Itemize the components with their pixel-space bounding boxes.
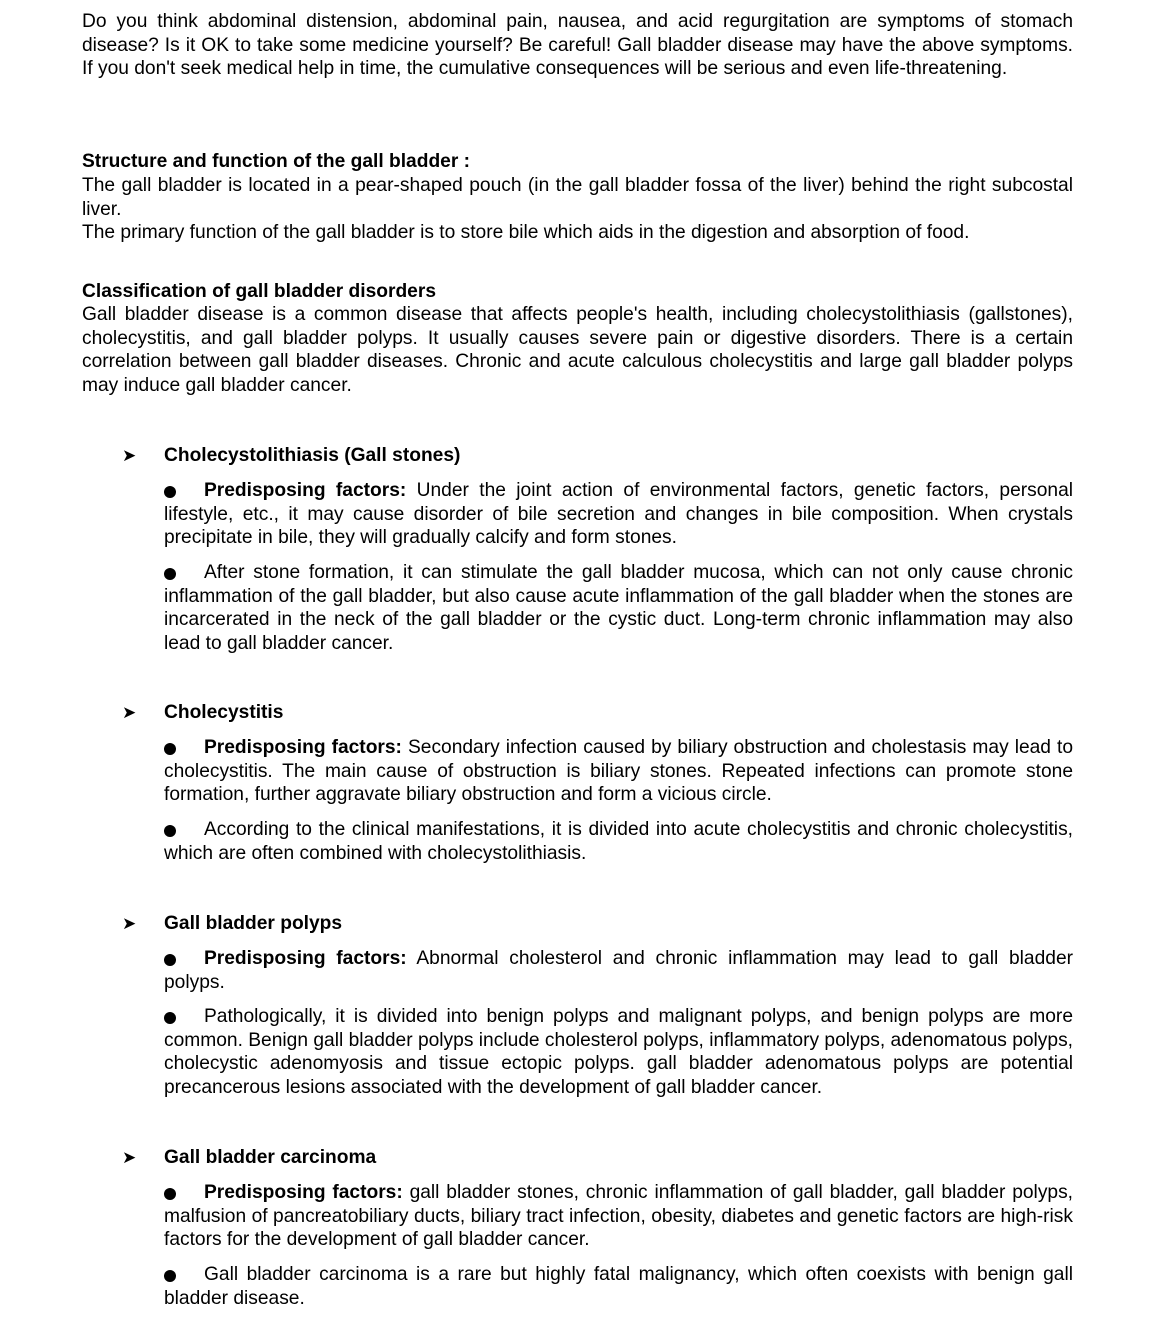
bullet-lead: Predisposing factors: [204, 480, 407, 501]
structure-line-2: The primary function of the gall bladder is to store bile which aids in the digestion and absorption of food. [82, 222, 970, 243]
bullet-lead: Predisposing factors: [204, 948, 407, 969]
intro-paragraph: Do you think abdominal distension, abdominal pain, nausea, and acid regurgitation are symptoms of stomach disease? Is it OK to take some medicine yourself? Be careful! Gall bladder disease may have the above symptoms. If you don't seek medical help in time, the cumulative consequences will be serious and even life-threatening. [82, 11, 1073, 79]
bullet-text: Pathologically, it is divided into benign polyps and malignant polyps, and benign polyps are more common. Benign gall bladder polyps include cholesterol polyps, inflammatory polyps, adenomatous polyps, cholecystic adenomyosis and tissue ectopic polyps. gall bladder adenomatous polyps are potential precancerous lesions associated with the development of gall bladder cancer. [164, 1006, 1073, 1098]
arrow-bullet-icon: ➤ [122, 446, 137, 465]
section-title-cholecystitis: Cholecystitis [164, 702, 284, 723]
arrow-bullet-icon: ➤ [122, 914, 137, 933]
bullet-text: After stone formation, it can stimulate the gall bladder mucosa, which can not only cause chronic inflammation of the gall bladder, but also cause acute inflammation of the gall bladder when the stones are incarcerated in the neck of the gall bladder or the cystic duct. Long-term chronic inflammation may also lead to gall bladder cancer. [164, 562, 1073, 654]
bullet-item [164, 561, 1073, 655]
bullet-item [164, 818, 1073, 865]
dot-bullet-icon [164, 486, 176, 498]
bullet-lead: Predisposing factors: [204, 1182, 403, 1203]
bullet-text: Abnormal cholesterol and chronic inflammation may lead to gall bladder polyps. [164, 948, 1074, 993]
classification-heading: Classification of gall bladder disorders [82, 281, 436, 302]
bullet-item [164, 1181, 1073, 1252]
dot-bullet-icon [164, 743, 176, 755]
section-title-cholecystolithiasis: Cholecystolithiasis (Gall stones) [164, 445, 461, 466]
dot-bullet-icon [164, 825, 176, 837]
bullet-item [164, 947, 1073, 994]
bullet-lead: Predisposing factors: [204, 737, 402, 758]
structure-line-1: The gall bladder is located in a pear-shaped pouch (in the gall bladder fossa of the liver) behind the right subcostal liver. [82, 175, 1073, 220]
bullet-item [164, 1005, 1073, 1099]
bullet-text: Under the joint action of environmental factors, genetic factors, personal lifestyle, etc., it may cause disorder of bile secretion and changes in bile composition. When crystals precipitate in bile, they will gradually calcify and form stones. [164, 480, 1074, 548]
arrow-bullet-icon: ➤ [122, 1148, 137, 1167]
bullet-item [164, 736, 1073, 807]
dot-bullet-icon [164, 1270, 176, 1282]
section-title-polyps: Gall bladder polyps [164, 913, 343, 934]
bullet-text: According to the clinical manifestations, it is divided into acute cholecystitis and chronic cholecystitis, which are often combined with cholecystolithiasis. [164, 819, 1073, 864]
bullet-text: Secondary infection caused by biliary obstruction and cholestasis may lead to cholecystitis. The main cause of obstruction is biliary stones. Repeated infections can promote stone formation, further aggravate biliary obstruction and form a vicious circle. [164, 737, 1074, 805]
bullet-text: Gall bladder carcinoma is a rare but highly fatal malignancy, which often coexists with benign gall bladder disease. [164, 1264, 1073, 1309]
dot-bullet-icon [164, 568, 176, 580]
bullet-item [164, 479, 1073, 550]
arrow-bullet-icon: ➤ [122, 703, 137, 722]
structure-heading: Structure and function of the gall bladder : [82, 151, 471, 172]
classification-paragraph: Gall bladder disease is a common disease that affects people's health, including cholecystolithiasis (gallstones), cholecystitis, and gall bladder polyps. It usually causes severe pain or digestive disorders. There is a certain correlation between gall bladder diseases. Chronic and acute calculous cholecystitis and large gall bladder polyps may induce gall bladder cancer. [82, 304, 1073, 396]
dot-bullet-icon [164, 954, 176, 966]
section-title-carcinoma: Gall bladder carcinoma [164, 1147, 377, 1168]
bullet-item [164, 1263, 1073, 1310]
dot-bullet-icon [164, 1188, 176, 1200]
dot-bullet-icon [164, 1012, 176, 1024]
bullet-text: gall bladder stones, chronic inflammation of gall bladder, gall bladder polyps, malfusion of pancreatobiliary ducts, biliary tract infection, obesity, diabetes and genetic factors are high-risk factors for the development of gall bladder cancer. [164, 1182, 1074, 1250]
